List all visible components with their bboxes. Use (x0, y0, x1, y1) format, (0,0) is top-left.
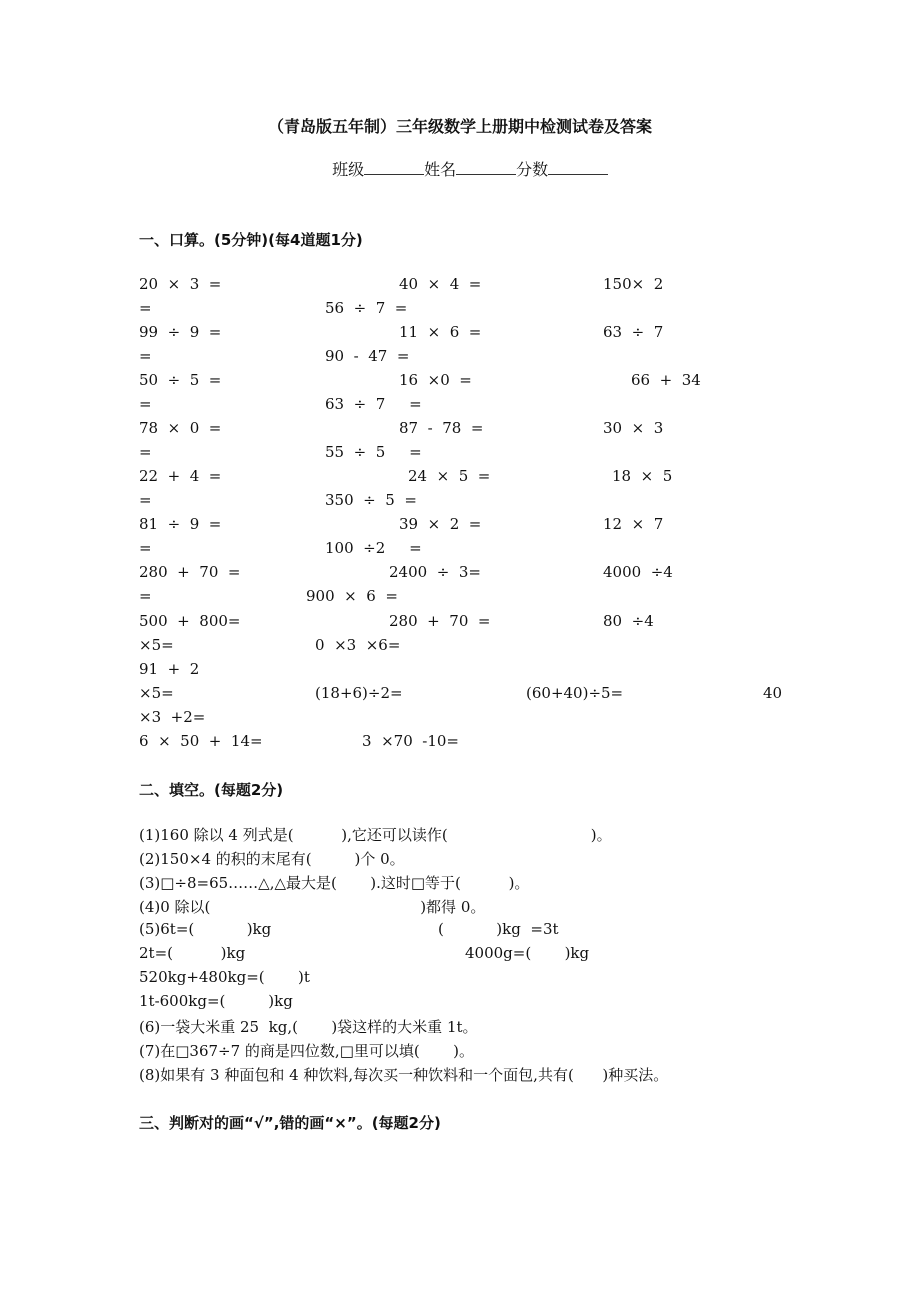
calc-item: 40 (763, 684, 783, 702)
calc-item: 12 × 7 (603, 515, 664, 533)
calc-item: 24 × 5 = (408, 467, 491, 485)
calc-item: 63 ÷ 7 (603, 323, 664, 341)
calc-item: 350 ÷ 5 = (325, 491, 417, 509)
student-info-line (0, 138, 920, 199)
fill-blank-item: (2)150×4 的积的末尾有( )个 0。 (139, 850, 405, 868)
section3-heading: 三、判断对的画“√”,错的画“×”。(每题2分) (139, 1114, 441, 1132)
calc-item: 900 × 6 = (306, 587, 398, 605)
calc-item: 280 + 70 = (139, 563, 241, 581)
calc-item: (60+40)÷5= (526, 684, 624, 702)
calc-item: 50 ÷ 5 = (139, 371, 222, 389)
calc-item: 500 + 800= (139, 612, 241, 630)
calc-item: = (139, 299, 152, 317)
fill-blank-item: (5)6t=( )kg (139, 920, 272, 938)
calc-item: 80 ÷4 (603, 612, 654, 630)
name-blank[interactable] (456, 160, 516, 175)
calc-item: 90 - 47 = (325, 347, 410, 365)
calc-item: 4000 ÷4 (603, 563, 673, 581)
fill-blank-item: ( )kg =3t (438, 920, 559, 938)
calc-item: ×5= (139, 636, 174, 654)
fill-blank-item: 4000g=( )kg (465, 944, 590, 962)
calc-item: = (139, 587, 152, 605)
calc-item: (18+6)÷2= (315, 684, 403, 702)
calc-item: = (139, 491, 152, 509)
fill-blank-item: 520kg+480kg=( )t (139, 968, 310, 986)
calc-item: 87 - 78 = (399, 419, 484, 437)
calc-item: 63 ÷ 7 = (325, 395, 422, 413)
name-label: 姓名 (424, 160, 457, 179)
calc-item: 55 ÷ 5 = (325, 443, 422, 461)
score-label: 分数 (516, 160, 549, 179)
calc-item: 78 × 0 = (139, 419, 222, 437)
calc-item: 2400 ÷ 3= (389, 563, 481, 581)
section2-heading: 二、填空。(每题2分) (139, 781, 284, 799)
calc-item: 81 ÷ 9 = (139, 515, 222, 533)
calc-item: 20 × 3 = (139, 275, 222, 293)
calc-item: 6 × 50 + 14= (139, 732, 263, 750)
calc-item: 11 × 6 = (399, 323, 482, 341)
fill-blank-item: (6)一袋大米重 25 kg,( )袋这样的大米重 1t。 (139, 1018, 478, 1036)
fill-blank-item: (7)在□367÷7 的商是四位数,□里可以填( )。 (139, 1042, 474, 1060)
fill-blank-item: 1t-600kg=( )kg (139, 992, 293, 1010)
calc-item: 100 ÷2 = (325, 539, 422, 557)
calc-item: 39 × 2 = (399, 515, 482, 533)
fill-blank-item: (8)如果有 3 种面包和 4 种饮料,每次买一种饮料和一个面包,共有( )种买法。 (139, 1066, 669, 1084)
calc-item: 56 ÷ 7 = (325, 299, 408, 317)
score-blank[interactable] (548, 160, 608, 175)
calc-item: 3 ×70 -10= (362, 732, 459, 750)
section1-heading: 一、口算。(5分钟)(每4道题1分) (139, 231, 363, 249)
calc-item: 16 ×0 = (399, 371, 472, 389)
calc-item: 18 × 5 (612, 467, 673, 485)
fill-blank-item: (3)□÷8=65……△,△最大是( ).这时□等于( )。 (139, 874, 530, 892)
calc-item: 99 ÷ 9 = (139, 323, 222, 341)
class-label: 班级 (332, 160, 365, 179)
calc-item: 150× 2 (603, 275, 664, 293)
calc-item: 40 × 4 = (399, 275, 482, 293)
calc-item: = (139, 443, 152, 461)
calc-item: 30 × 3 (603, 419, 664, 437)
calc-item: = (139, 395, 152, 413)
calc-item: = (139, 347, 152, 365)
calc-item: ×3 +2= (139, 708, 206, 726)
calc-item: 280 + 70 = (389, 612, 491, 630)
calc-item: 22 + 4 = (139, 467, 222, 485)
fill-blank-item: (1)160 除以 4 列式是( ),它还可以读作( )。 (139, 826, 612, 844)
fill-blank-item: 2t=( )kg (139, 944, 246, 962)
calc-item: ×5= (139, 684, 174, 702)
calc-item: 66 + 34 (631, 371, 701, 389)
fill-blank-item: (4)0 除以( )都得 0。 (139, 898, 486, 916)
class-blank[interactable] (364, 160, 424, 175)
calc-item: 0 ×3 ×6= (315, 636, 401, 654)
calc-item: = (139, 539, 152, 557)
page-title: （青岛版五年制）三年级数学上册期中检测试卷及答案 (267, 117, 652, 136)
calc-item: 91 + 2 (139, 660, 200, 678)
